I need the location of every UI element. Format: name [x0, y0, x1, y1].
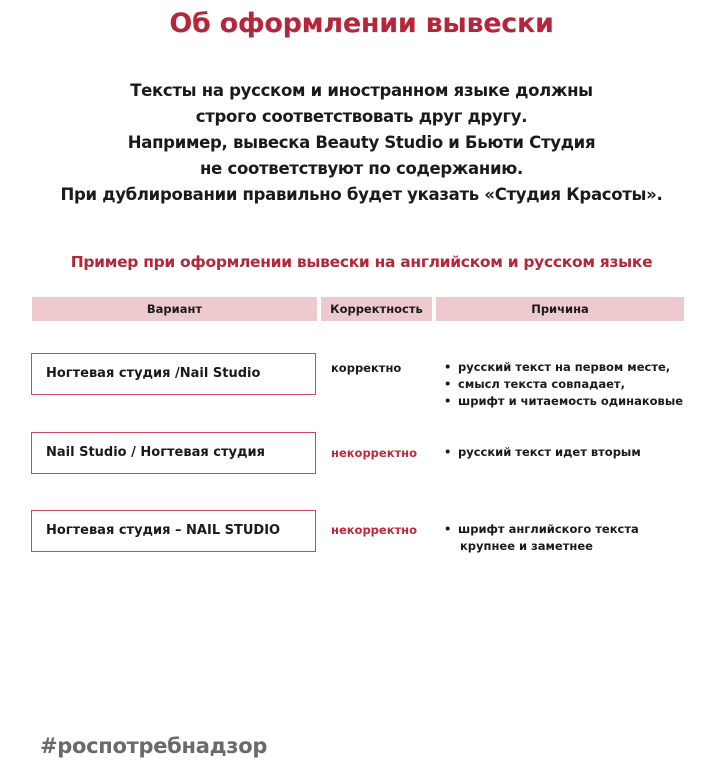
reason-item-continued: крупнее и заметнее [460, 539, 593, 553]
variant-box: Ногтевая студия /Nail Studio [31, 353, 316, 395]
hashtag: #роспотребнадзор [40, 734, 268, 758]
intro-line: строго соответствовать друг другу. [195, 107, 528, 126]
header-variant: Вариант [32, 297, 317, 321]
reason-item: • смысл текста совпадает, [442, 376, 683, 393]
intro-line: не соответствуют по содержанию. [200, 159, 523, 178]
status-correct: корректно [331, 361, 402, 375]
example-subtitle: Пример при оформлении вывески на английском и русском языке [70, 253, 653, 271]
reason-list [442, 444, 641, 461]
reason-list [442, 521, 639, 555]
status-incorrect: некорректно [331, 446, 418, 460]
status-incorrect: некорректно [331, 523, 418, 537]
intro-text [10, 78, 713, 208]
reason-item: • шрифт и читаемость одинаковые [442, 393, 683, 410]
variant-box: Nail Studio / Ногтевая студия [31, 432, 316, 474]
header-correctness: Корректность [321, 297, 432, 321]
intro-line: Тексты на русском и иностранном языке должны [130, 81, 593, 100]
reason-item: • русский текст на первом месте, [442, 359, 683, 376]
header-reason: Причина [436, 297, 684, 321]
variant-box: Ногтевая студия – NAIL STUDIO [31, 510, 316, 552]
reason-list [442, 359, 683, 410]
intro-line: Например, вывеска Beauty Studio и Бьюти Студия [127, 133, 596, 152]
intro-line: При дублировании правильно будет указать «Студия Красоты». [60, 185, 663, 204]
page-title: Об оформлении вывески [169, 8, 554, 39]
reason-item: • шрифт английского текста [442, 521, 639, 538]
reason-item: • русский текст идет вторым [442, 444, 641, 461]
